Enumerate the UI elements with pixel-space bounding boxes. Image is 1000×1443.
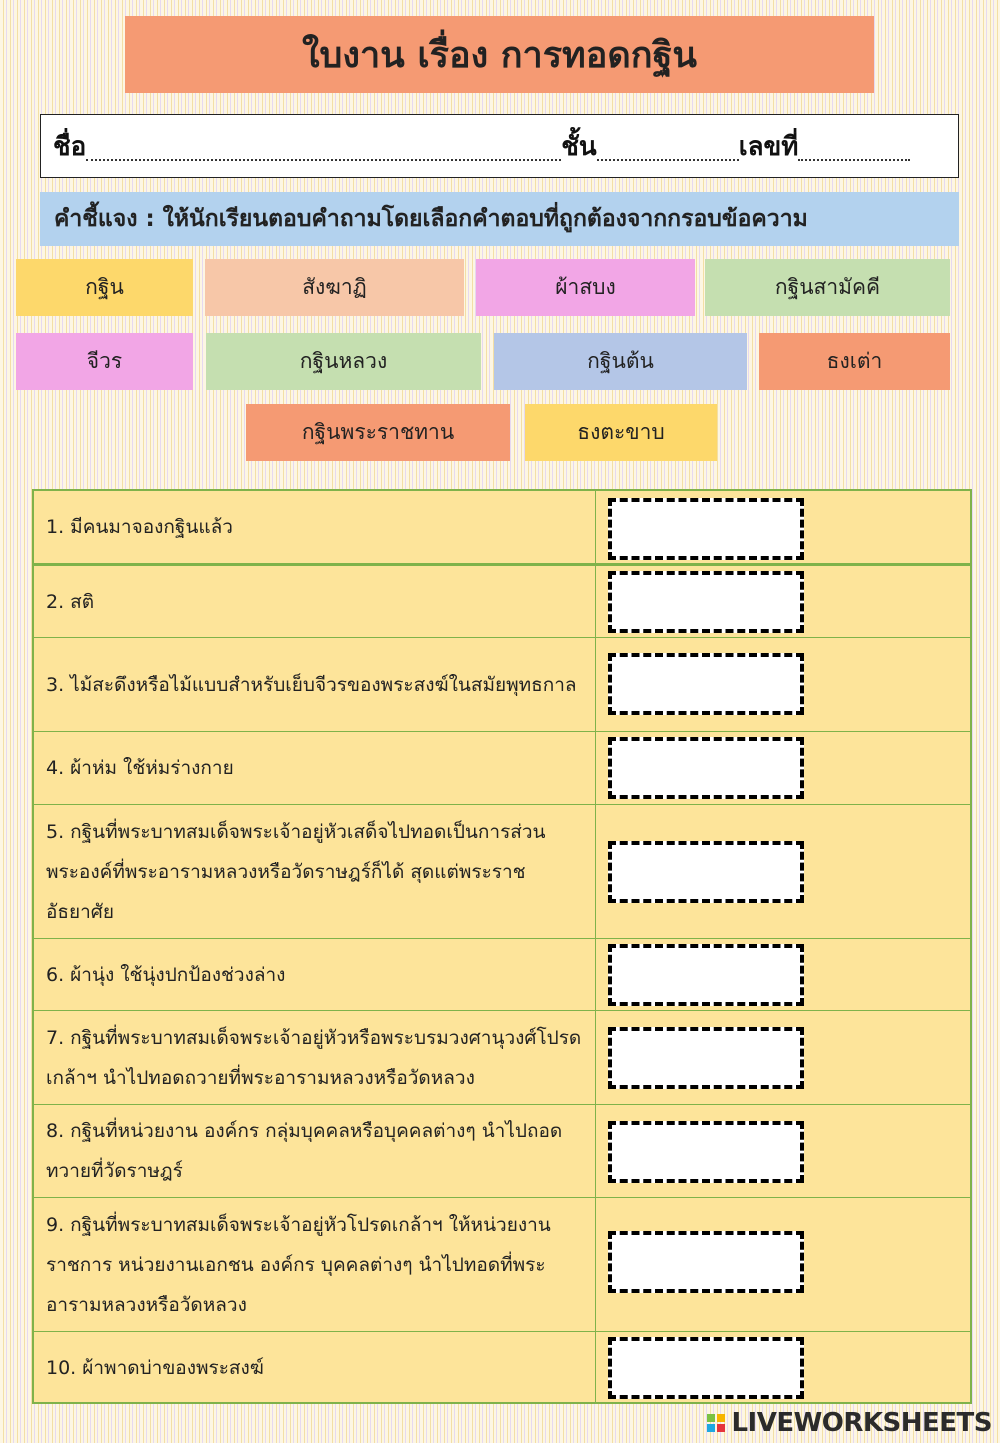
answer-drop-box[interactable] (608, 737, 804, 799)
word-chip-thong-tao[interactable]: ธงเต่า (759, 333, 950, 390)
number-label: เลขที่ (738, 132, 799, 162)
answer-drop-box[interactable] (608, 653, 804, 715)
table-row (34, 638, 970, 732)
word-chip-kathin-ton[interactable]: กฐินต้น (494, 333, 747, 390)
question-text: 1. มีคนมาจองกฐินแล้ว (34, 491, 596, 563)
table-row (34, 732, 970, 805)
word-chip-thong-takhab[interactable]: ธงตะขาบ (525, 404, 717, 461)
class-label: ชั้น (561, 132, 597, 162)
question-text: 6. ผ้านุ่ง ใช้นุ่งปกป้องช่วงล่าง (34, 939, 596, 1010)
logo-square (717, 1414, 725, 1422)
student-info-box (40, 114, 959, 178)
answer-drop-box[interactable] (608, 1121, 804, 1183)
class-blank (597, 157, 739, 161)
instruction-banner: คำชี้แจง : ให้นักเรียนตอบคำถามโดยเลือกคำตอบที่ถูกต้องจากกรอบข้อความ (40, 192, 959, 246)
question-text: 10. ผ้าพาดบ่าของพระสงฆ์ (34, 1332, 596, 1404)
logo-square (707, 1414, 715, 1422)
question-text: 3. ไม้สะดึงหรือไม้แบบสำหรับเย็บจีวรของพระสงฆ์ในสมัยพุทธกาล (34, 638, 596, 731)
word-chip-kathin-samakkhi[interactable]: กฐินสามัคคี (705, 259, 950, 316)
question-text: 8. กฐินที่หน่วยงาน องค์กร กลุ่มบุคคลหรือบุคคลต่างๆ นำไปถอดทวายที่วัดราษฎร์ (34, 1105, 596, 1197)
table-row (34, 566, 970, 638)
name-label: ชื่อ (53, 132, 87, 162)
word-chip-kathin[interactable]: กฐิน (16, 259, 193, 316)
answer-drop-box[interactable] (608, 841, 804, 903)
question-text: 2. สติ (34, 566, 596, 637)
word-chip-kathin-phraratchathan[interactable]: กฐินพระราชทาน (246, 404, 510, 461)
name-blank (86, 157, 561, 161)
answer-drop-box[interactable] (608, 1027, 804, 1089)
table-row (34, 939, 970, 1011)
answer-drop-box[interactable] (608, 498, 804, 560)
question-text: 7. กฐินที่พระบาทสมเด็จพระเจ้าอยู่หัวหรือพระบรมวงศานุวงศ์โปรดเกล้าฯ นำไปทอดถวายที่พระอารามหลวงหรือวัดหลวง (34, 1011, 596, 1104)
table-row (34, 1011, 970, 1105)
answer-drop-box[interactable] (608, 944, 804, 1006)
question-text: 9. กฐินที่พระบาทสมเด็จพระเจ้าอยู่หัวโปรดเกล้าฯ ให้หน่วยงานราชการ หน่วยงานเอกชน องค์กร บุคคลต่างๆ นำไปทอดที่พระอารามหลวงหรือวัดหลวง (34, 1198, 596, 1331)
word-chip-kathin-luang[interactable]: กฐินหลวง (206, 333, 481, 390)
answer-drop-box[interactable] (608, 1231, 804, 1293)
answer-drop-box[interactable] (608, 1337, 804, 1399)
word-chip-sanghati[interactable]: สังฆาฏิ (205, 259, 464, 316)
table-row (34, 1105, 970, 1198)
brand-text: LIVEWORKSHEETS (731, 1408, 992, 1438)
answer-drop-box[interactable] (608, 571, 804, 633)
word-chip-jiwon[interactable]: จีวร (16, 333, 193, 390)
table-row (34, 1198, 970, 1332)
liveworksheets-logo-icon (707, 1414, 725, 1432)
logo-square (717, 1424, 725, 1432)
table-row (34, 491, 970, 566)
worksheet-title: ใบงาน เรื่อง การทอดกฐิน (125, 16, 874, 93)
liveworksheets-brand (707, 1409, 992, 1437)
table-row (34, 805, 970, 939)
question-table (32, 489, 972, 1404)
word-chip-sabong[interactable]: ผ้าสบง (476, 259, 695, 316)
question-text: 4. ผ้าห่ม ใช้ห่มร่างกาย (34, 732, 596, 804)
question-text: 5. กฐินที่พระบาทสมเด็จพระเจ้าอยู่หัวเสด็จไปทอดเป็นการส่วนพระองค์ที่พระอารามหลวงหรือวัดราษฎร์ก็ได้ สุดแต่พระราชอัธยาศัย (34, 805, 596, 938)
logo-square (707, 1424, 715, 1432)
table-row (34, 1332, 970, 1404)
number-blank (798, 157, 910, 161)
